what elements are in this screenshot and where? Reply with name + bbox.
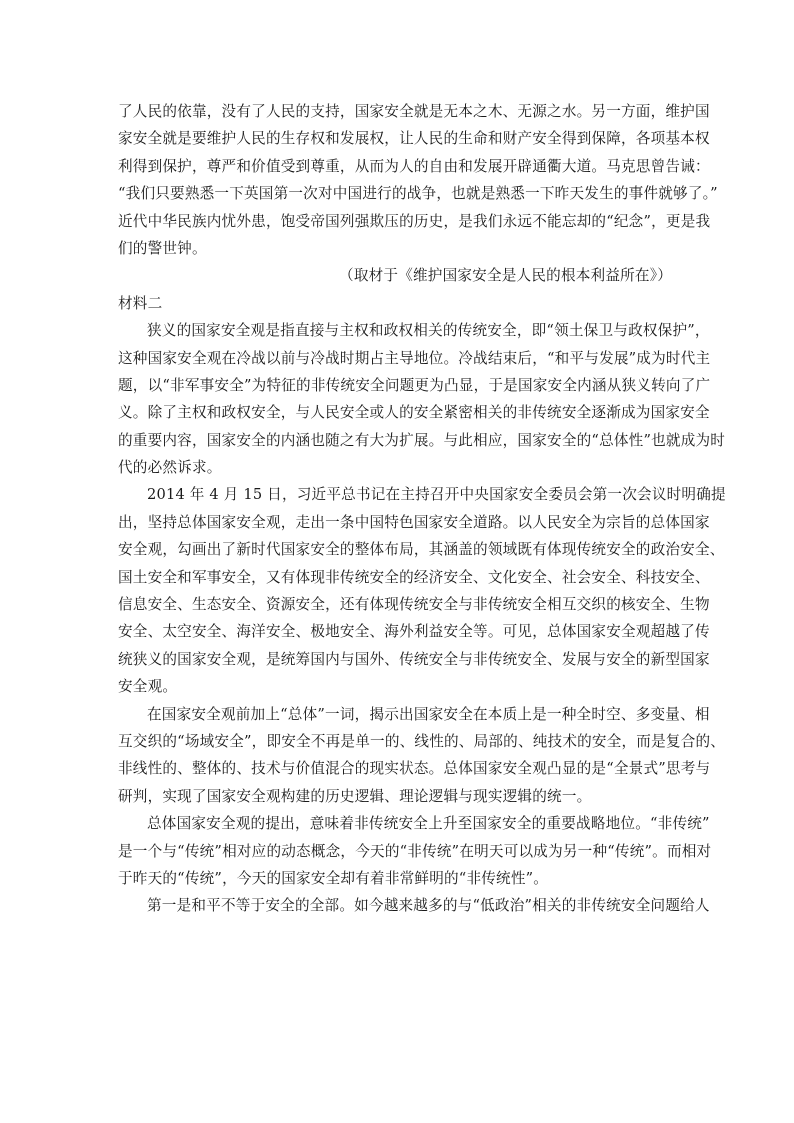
text-line: 安全、太空安全、海洋安全、极地安全、海外利益安全等。可见，总体国家安全观超越了传	[118, 623, 710, 641]
text-line: 研判，实现了国家安全观构建的历史逻辑、理论逻辑与现实逻辑的统一。	[118, 787, 592, 805]
text-line: 2014 年 4 月 15 日，习近平总书记在主持召开中央国家安全委员会第一次会议时明确提	[147, 486, 726, 504]
text-line: 这种国家安全观在冷战以前与冷战时期占主导地位。冷战结束后，“和平与发展”成为时代主	[118, 349, 711, 367]
source-citation: （取材于《维护国家安全是人民的根本利益所在》）	[339, 267, 672, 285]
section-heading: 材料二	[118, 294, 163, 312]
text-line: 安全观，勾画出了新时代国家安全的整体布局，其涵盖的领域既有体现传统安全的政治安全、	[118, 541, 725, 559]
text-line: 于昨天的“传统”，今天的国家安全却有着非常鲜明的“非传统性”。	[118, 869, 549, 887]
text-line: 出，坚持总体国家安全观，走出一条中国特色国家安全道路。以人民安全为宗旨的总体国家	[118, 513, 710, 531]
text-line: 总体国家安全观的提出，意味着非传统安全上升至国家安全的重要战略地位。“非传统”	[147, 815, 710, 833]
text-line: 义。除了主权和政权安全，与人民安全或人的安全紧密相关的非传统安全逐渐成为国家安全	[118, 404, 710, 422]
text-line: 题，以“非军事安全”为特征的非传统安全问题更为凸显，于是国家安全内涵从狭义转向了广	[118, 376, 711, 394]
text-line: “我们只要熟悉一下英国第一次对中国进行的战争，也就是熟悉一下昨天发生的事件就够了。”	[118, 185, 718, 203]
text-line: 非线性的、整体的、技术与价值混合的现实状态。总体国家安全观凸显的是“全景式”思考与	[118, 760, 711, 778]
text-line: 信息安全、生态安全、资源安全，还有体现传统安全与非传统安全相互交织的核安全、生物	[118, 596, 710, 614]
text-line: 们的警世钟。	[118, 239, 207, 257]
paragraph-3	[118, 481, 726, 700]
paragraph-1	[118, 98, 718, 262]
paragraph-6	[118, 892, 710, 919]
document-body	[118, 98, 726, 920]
text-line: 安全观。	[118, 678, 178, 696]
text-line: 近代中华民族内忧外患，饱受帝国列强欺压的历史，是我们永远不能忘却的“纪念”，更是我	[118, 212, 711, 230]
paragraph-2	[118, 317, 726, 481]
text-line: 代的必然诉求。	[118, 459, 222, 477]
text-line: 国土安全和军事安全，又有体现非传统安全的经济安全、文化安全、社会安全、科技安全、	[118, 568, 710, 586]
text-line: 在国家安全观前加上“总体”一词，揭示出国家安全在本质上是一种全时空、多变量、相	[147, 705, 710, 723]
text-line: 统狭义的国家安全观，是统筹国内与国外、传统安全与非传统安全、发展与安全的新型国家	[118, 650, 710, 668]
text-line: 狭义的国家安全观是指直接与主权和政权相关的传统安全，即“领土保卫与政权保护”，	[147, 322, 710, 340]
text-line: 互交织的“场域安全”，即安全不再是单一的、线性的、局部的、纯技术的安全，而是复合的、	[118, 732, 726, 750]
paragraph-5	[118, 810, 712, 892]
text-line: 家安全就是要维护人民的生存权和发展权，让人民的生命和财产安全得到保障，各项基本权	[118, 130, 710, 148]
paragraph-4	[118, 701, 726, 811]
text-line: 了人民的依靠，没有了人民的支持，国家安全就是无本之木、无源之水。另一方面，维护国	[118, 103, 710, 120]
text-line: 的重要内容，国家安全的内涵也随之有大为扩展。与此相应，国家安全的“总体性”也就成为时	[118, 431, 726, 449]
text-line: 第一是和平不等于安全的全部。如今越来越多的与“低政治”相关的非传统安全问题给人	[147, 897, 710, 915]
text-line: 是一个与“传统”相对应的动态概念，今天的“非传统”在明天可以成为另一种“传统”。而相对	[118, 842, 712, 860]
text-line: 利得到保护，尊严和价值受到尊重，从而为人的自由和发展开辟通衢大道。马克思曾告诫：	[118, 157, 710, 175]
